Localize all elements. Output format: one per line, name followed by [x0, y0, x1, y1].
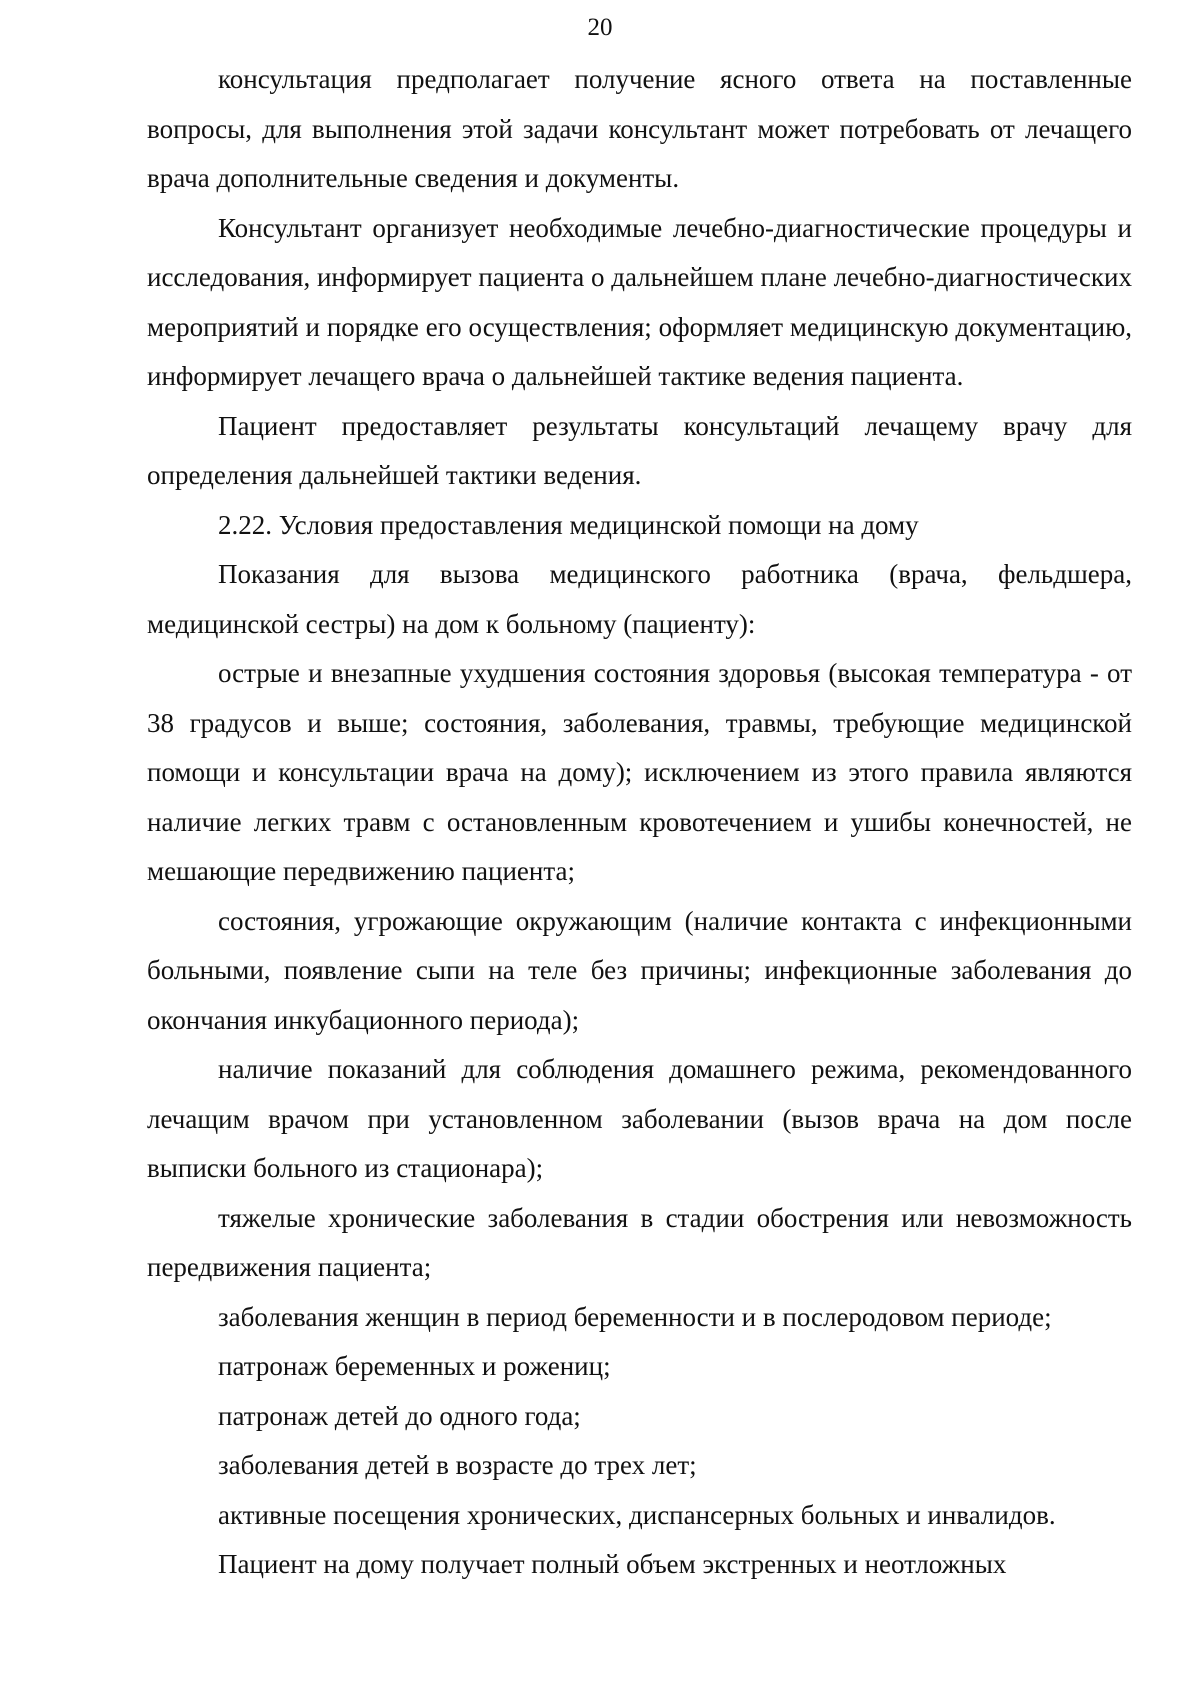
list-item-active-visits: активные посещения хронических, диспансерных больных и инвалидов. — [218, 1499, 1056, 1530]
paragraph-consultant-duties: Консультант организует необходимые лечебно-диагностические процедуры и исследования, информирует пациента о дальнейшем плане лечебно-диагностических мероприятий и порядке его осуществления; оформляет медицинскую документацию, информирует лечащего врача о дальнейшей тактике ведения пациента. — [147, 212, 1132, 391]
list-item-patronage-pregnant: патронаж беременных и рожениц; — [218, 1351, 611, 1381]
page-number: 20 — [587, 14, 613, 41]
paragraph-home-care-scope: Пациент на дому получает полный объем экстренных и неотложных — [218, 1549, 1007, 1579]
list-item-chronic-diseases: тяжелые хронические заболевания в стадии обострения или невозможность передвижения пациента; — [147, 1202, 1132, 1282]
section-heading-2-22: 2.22. Условия предоставления медицинской помощи на дому — [218, 509, 919, 540]
list-item-pregnancy: заболевания женщин в период беременности и в послеродовом периоде; — [218, 1301, 1052, 1332]
paragraph-patient-results: Пациент предоставляет результаты консультаций лечащему врачу для определения дальнейшей тактики ведения. — [147, 410, 1132, 490]
list-item-acute-conditions: острые и внезапные ухудшения состояния здоровья (высокая температура - от 38 градусов и выше; состояния, заболевания, травмы, требующие медицинской помощи и консультации врача на дому); исключением из этого правила являются наличие легких травм с остановленным кровотечением и ушибы конечностей, не мешающие передвижению пациента; — [147, 658, 1132, 886]
document-body — [147, 55, 1132, 1590]
paragraph-home-call-indications: Показания для вызова медицинского работника (врача, фельдшера, медицинской сестры) на дом к больному (пациенту): — [147, 559, 1132, 639]
paragraph-consultation-answer: консультация предполагает получение ясного ответа на поставленные вопросы, для выполнения этой задачи консультант может потребовать от лечащего врача дополнительные сведения и документы. — [147, 64, 1132, 193]
list-item-patronage-infants: патронаж детей до одного года; — [218, 1400, 581, 1431]
list-item-home-regime: наличие показаний для соблюдения домашнего режима, рекомендованного лечащим врачом при установленном заболевании (вызов врача на дом после выписки больного из стационара); — [147, 1054, 1132, 1183]
list-item-children-diseases: заболевания детей в возрасте до трех лет; — [218, 1450, 697, 1480]
list-item-threatening-conditions: состояния, угрожающие окружающим (наличие контакта с инфекционными больными, появление сыпи на теле без причины; инфекционные заболевания до окончания инкубационного периода); — [147, 905, 1132, 1035]
